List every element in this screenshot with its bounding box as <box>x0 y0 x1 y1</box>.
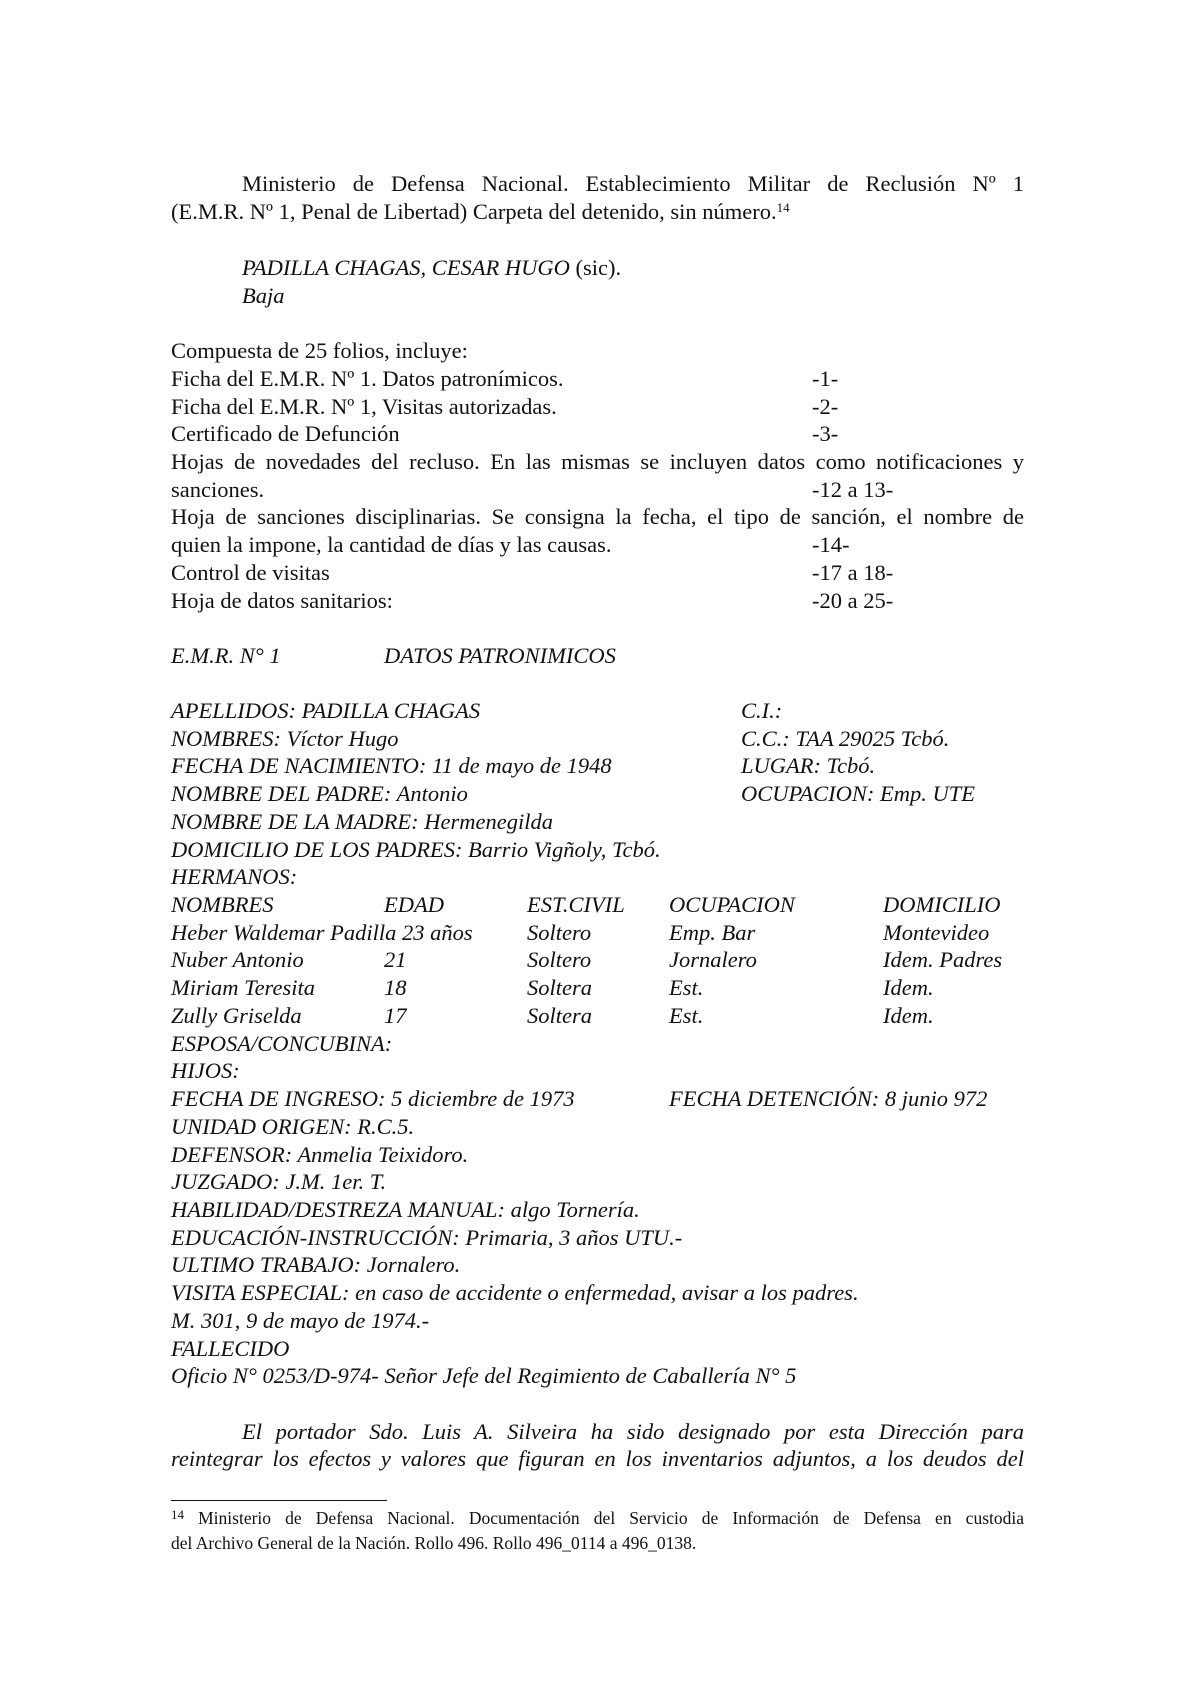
siblings-header-nombres: NOMBRES <box>171 892 274 917</box>
field-domicilio-padres: DOMICILIO DE LOS PADRES: Barrio Vigñoly, Tcbó. <box>171 837 661 862</box>
field-educacion: EDUCACIÓN-INSTRUCCIÓN: Primaria, 3 años UTU.- <box>171 1225 683 1250</box>
sibling-2-age: 21 <box>384 947 407 972</box>
contents-item-3-pages: -3- <box>812 421 839 446</box>
closing-line-1: El portador Sdo. Luis A. Silveira ha sido designado por esta Dirección para <box>242 1419 1024 1444</box>
footnote-separator <box>171 1500 387 1501</box>
footnote-reference: 14 <box>776 200 790 215</box>
field-lugar: LUGAR: Tcbó. <box>741 753 876 778</box>
field-esposa: ESPOSA/CONCUBINA: <box>171 1031 393 1056</box>
sibling-2-name: Nuber Antonio <box>171 947 304 972</box>
intro-line-2-text: (E.M.R. Nº 1, Penal de Libertad) Carpeta del detenido, sin número. <box>171 199 777 224</box>
field-fecha-detencion: FECHA DETENCIÓN: 8 junio 972 <box>669 1086 988 1111</box>
contents-item-6: Control de visitas <box>171 560 330 585</box>
field-apellidos: APELLIDOS: PADILLA CHAGAS <box>171 698 481 723</box>
siblings-header-domicilio: DOMICILIO <box>883 892 1001 917</box>
sibling-1-name: Heber Waldemar Padilla 23 años <box>171 920 473 945</box>
contents-item-1-pages: -1- <box>812 366 839 391</box>
contents-item-1: Ficha del E.M.R. Nº 1. Datos patronímicos. <box>171 366 564 391</box>
field-oficio: Oficio N° 0253/D-974- Señor Jefe del Regimiento de Caballería N° 5 <box>171 1363 797 1388</box>
closing-line-2: reintegrar los efectos y valores que figuran en los inventarios adjuntos, a los deudos del <box>171 1446 1024 1471</box>
record-title: DATOS PATRONIMICOS <box>384 643 616 668</box>
sibling-2-occupation: Jornalero <box>669 947 757 972</box>
field-unidad-origen: UNIDAD ORIGEN: R.C.5. <box>171 1114 415 1139</box>
contents-item-5-cont: quien la impone, la cantidad de días y las causas. <box>171 532 612 557</box>
subject-status: Baja <box>242 283 285 308</box>
contents-item-7-pages: -20 a 25- <box>812 588 894 613</box>
field-nombre-padre: NOMBRE DEL PADRE: Antonio <box>171 781 468 806</box>
field-visita-especial: VISITA ESPECIAL: en caso de accidente o enfermedad, avisar a los padres. <box>171 1280 859 1305</box>
sibling-4-name: Zully Griselda <box>171 1003 302 1028</box>
sibling-1-address: Montevideo <box>883 920 990 945</box>
contents-item-2: Ficha del E.M.R. Nº 1, Visitas autorizadas. <box>171 394 557 419</box>
intro-line-1: Ministerio de Defensa Nacional. Establecimiento Militar de Reclusión Nº 1 <box>242 171 1024 196</box>
subject-name: PADILLA CHAGAS, CESAR HUGO <box>242 255 570 280</box>
footnote-line-2: del Archivo General de la Nación. Rollo 496. Rollo 496_0114 a 496_0138. <box>171 1533 697 1553</box>
sibling-4-civil: Soltera <box>527 1003 592 1028</box>
contents-item-4: Hojas de novedades del recluso. En las mismas se incluyen datos como notificaciones y <box>171 449 1024 474</box>
intro-line-2 <box>171 198 790 226</box>
field-juzgado: JUZGADO: J.M. 1er. T. <box>171 1169 387 1194</box>
sibling-3-age: 18 <box>384 975 407 1000</box>
field-defensor: DEFENSOR: Anmelia Teixidoro. <box>171 1142 469 1167</box>
sibling-3-civil: Soltera <box>527 975 592 1000</box>
siblings-header-edad: EDAD <box>384 892 444 917</box>
contents-item-4-pages: -12 a 13- <box>812 477 894 502</box>
field-ci: C.I.: <box>741 698 783 723</box>
sibling-2-civil: Soltero <box>527 947 592 972</box>
subject-sic: (sic). <box>569 255 622 280</box>
field-fecha-ingreso: FECHA DE INGRESO: 5 diciembre de 1973 <box>171 1086 575 1111</box>
sibling-1-occupation: Emp. Bar <box>669 920 756 945</box>
footnote-number: 14 <box>171 1507 184 1522</box>
footnote-line-1-text: Ministerio de Defensa Nacional. Documentación del Servicio de Información de Defensa en custodia <box>198 1508 1025 1528</box>
field-nombre-madre: NOMBRE DE LA MADRE: Hermenegilda <box>171 809 554 834</box>
footnote-line-1 <box>171 1506 1024 1531</box>
sibling-3-address: Idem. <box>883 975 934 1000</box>
contents-item-5: Hoja de sanciones disciplinarias. Se consigna la fecha, el tipo de sanción, el nombre de <box>171 504 1024 529</box>
contents-item-3: Certificado de Defunción <box>171 421 400 446</box>
field-fallecido: FALLECIDO <box>171 1336 290 1361</box>
field-ultimo-trabajo: ULTIMO TRABAJO: Jornalero. <box>171 1252 461 1277</box>
contents-heading: Compuesta de 25 folios, incluye: <box>171 338 468 363</box>
field-habilidad: HABILIDAD/DESTREZA MANUAL: algo Tornería. <box>171 1197 640 1222</box>
sibling-3-occupation: Est. <box>669 975 704 1000</box>
contents-item-6-pages: -17 a 18- <box>812 560 894 585</box>
field-fecha-nacimiento: FECHA DE NACIMIENTO: 11 de mayo de 1948 <box>171 753 612 778</box>
contents-item-5-pages: -14- <box>812 532 850 557</box>
siblings-header-ocupacion: OCUPACION <box>669 892 795 917</box>
sibling-3-name: Miriam Teresita <box>171 975 315 1000</box>
field-memo: M. 301, 9 de mayo de 1974.- <box>171 1308 430 1333</box>
subject-line <box>242 254 621 282</box>
field-hijos: HIJOS: <box>171 1058 240 1083</box>
field-cc: C.C.: TAA 29025 Tcbó. <box>741 726 950 751</box>
contents-item-2-pages: -2- <box>812 394 839 419</box>
sibling-1-civil: Soltero <box>527 920 592 945</box>
sibling-4-address: Idem. <box>883 1003 934 1028</box>
field-ocupacion: OCUPACION: Emp. UTE <box>741 781 975 806</box>
contents-item-7: Hoja de datos sanitarios: <box>171 588 393 613</box>
sibling-2-address: Idem. Padres <box>883 947 1003 972</box>
record-unit: E.M.R. N° 1 <box>171 643 281 668</box>
sibling-4-occupation: Est. <box>669 1003 704 1028</box>
contents-item-4-cont: sanciones. <box>171 477 265 502</box>
field-nombres: NOMBRES: Víctor Hugo <box>171 726 399 751</box>
sibling-4-age: 17 <box>384 1003 407 1028</box>
field-hermanos: HERMANOS: <box>171 864 298 889</box>
siblings-header-estcivil: EST.CIVIL <box>527 892 625 917</box>
